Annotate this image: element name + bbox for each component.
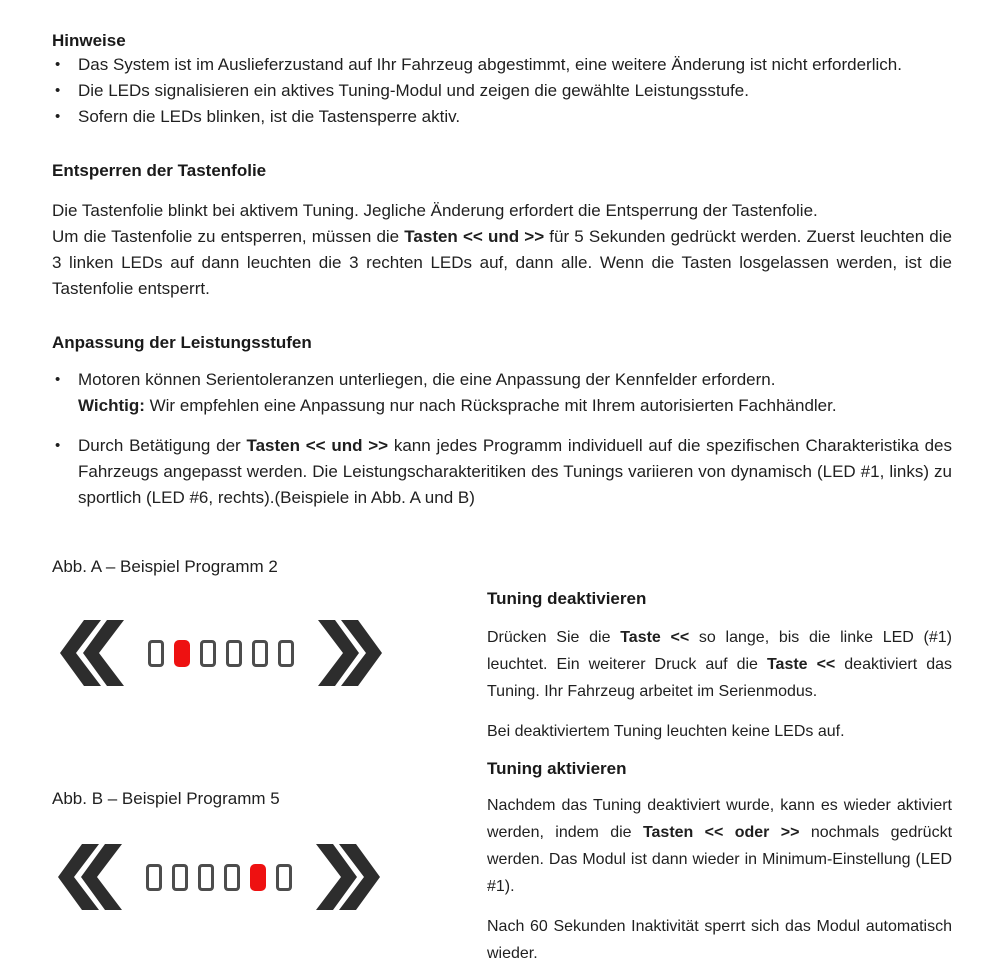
list-item <box>52 433 952 511</box>
list-item <box>52 367 952 419</box>
text-segment: Sofern die LEDs blinken, ist die Tastensperre aktiv. <box>78 107 461 126</box>
entsperren-paragraphs <box>52 198 952 302</box>
bullet-icon: • <box>55 108 61 125</box>
figure-a-led-graphic <box>60 620 382 686</box>
led-indicator-off <box>276 864 292 891</box>
figure-b-label: Abb. B – Beispiel Programm 5 <box>52 789 280 808</box>
text-segment: Motoren können Serientoleranzen unterliegen, die eine Anpassung der Kennfelder erfordern. <box>78 370 776 389</box>
text-segment: deaktiviert das Tuning. Ihr Fahrzeug arbeitet im Serienmodus. <box>487 656 953 700</box>
text-segment: so lange, bis die linke LED (#1) leuchtet. Ein weiterer Druck auf die <box>487 629 952 673</box>
section-anpassung <box>52 332 952 511</box>
bold-text-segment: Tasten << und >> <box>246 436 389 455</box>
list-item <box>52 104 952 130</box>
bullet-icon: • <box>55 56 61 73</box>
heading-tuning-deaktivieren: Tuning deaktivieren <box>487 589 647 608</box>
paragraph <box>52 198 952 224</box>
paragraph <box>52 224 952 302</box>
text-segment: für 5 Sekunden gedrückt werden. Zuerst leuchten die 3 linken LEDs auf dann leuchten die 3 rechten LEDs auf, dann alle. Wenn die Tasten losgelassen werden, ist die Tastenfolie entsperrt. <box>52 227 952 298</box>
hinweise-bullet-list <box>52 52 952 130</box>
double-chevron-right-icon <box>316 844 380 910</box>
led-indicator-off <box>252 640 268 667</box>
text-segment: Das System ist im Auslieferzustand auf Ihr Fahrzeug abgestimmt, eine weitere Änderung ist nicht erforderlich. <box>78 55 902 74</box>
list-item-text <box>78 367 952 419</box>
text-segment: nochmals gedrückt werden. Das Modul ist dann wieder in Minimum-Einstellung (LED #1). <box>487 824 953 895</box>
paragraph <box>487 792 952 900</box>
led-indicator-off <box>278 640 294 667</box>
figures-and-instructions <box>52 540 952 975</box>
bold-text-segment: Tasten << oder >> <box>642 824 800 841</box>
led-indicator-on <box>174 640 190 667</box>
text-segment: kann jedes Programm individuell auf die spezifischen Charakteristika des Fahrzeugs angepasst werden. Die Leistungscharakteritiken des Tunings variieren von dynamisch (LED #1, links) zu sportlich (LED #6, rechts).(Beispiele in Abb. A und B) <box>78 436 952 507</box>
led-indicator-on <box>250 864 266 891</box>
list-item-text <box>78 78 952 104</box>
bold-text-segment: Wichtig: <box>78 396 145 415</box>
text-segment: Drücken Sie die <box>487 629 621 646</box>
bold-text-segment: Taste << <box>620 629 690 646</box>
figure-a-label: Abb. A – Beispiel Programm 2 <box>52 557 278 576</box>
bold-text-segment: Taste << <box>766 656 836 673</box>
led-indicator-off <box>198 864 214 891</box>
text-segment: Durch Betätigung der <box>78 436 247 455</box>
led-strip <box>148 640 294 667</box>
figure-b-led-graphic <box>58 844 380 910</box>
double-chevron-left-icon <box>58 844 122 910</box>
bullet-icon: • <box>55 437 61 454</box>
bullet-icon: • <box>55 371 61 388</box>
list-item-text <box>78 52 952 78</box>
led-strip <box>146 864 292 891</box>
heading-entsperren: Entsperren der Tastenfolie <box>52 161 267 180</box>
led-indicator-off <box>148 640 164 667</box>
bullet-icon: • <box>55 82 61 99</box>
paragraph <box>487 718 952 745</box>
text-segment: Bei deaktiviertem Tuning leuchten keine LEDs auf. <box>487 723 845 740</box>
paragraph <box>487 624 952 705</box>
heading-anpassung: Anpassung der Leistungsstufen <box>52 333 312 352</box>
double-chevron-left-icon <box>60 620 124 686</box>
double-chevron-right-icon <box>318 620 382 686</box>
text-segment: Die LEDs signalisieren ein aktives Tuning-Modul und zeigen die gewählte Leistungsstufe. <box>78 81 749 100</box>
heading-hinweise: Hinweise <box>52 31 126 50</box>
text-segment: Um die Tastenfolie zu entsperren, müssen die <box>52 227 405 246</box>
paragraph <box>487 913 952 967</box>
heading-tuning-aktivieren: Tuning aktivieren <box>487 759 627 778</box>
list-item <box>52 78 952 104</box>
text-segment: Die Tastenfolie blinkt bei aktivem Tuning. Jegliche Änderung erfordert die Entsperrung der Tastenfolie. <box>52 201 818 220</box>
list-item-text <box>78 433 952 511</box>
list-item-text <box>78 104 952 130</box>
anpassung-bullet-list <box>52 367 952 511</box>
bold-text-segment: Tasten << und >> <box>404 227 545 246</box>
section-entsperren <box>52 160 952 302</box>
list-item <box>52 52 952 78</box>
tuning-instructions-column <box>487 588 952 975</box>
text-segment: Nach 60 Sekunden Inaktivität sperrt sich das Modul automatisch wieder. <box>487 918 952 962</box>
led-indicator-off <box>226 640 242 667</box>
led-indicator-off <box>200 640 216 667</box>
text-segment: Wir empfehlen eine Anpassung nur nach Rücksprache mit Ihrem autorisierten Fachhändler. <box>144 396 837 415</box>
led-indicator-off <box>224 864 240 891</box>
led-indicator-off <box>172 864 188 891</box>
led-indicator-off <box>146 864 162 891</box>
section-hinweise <box>52 30 952 130</box>
text-segment: Nachdem das Tuning deaktiviert wurde, kann es wieder aktiviert werden, indem die <box>487 797 952 841</box>
